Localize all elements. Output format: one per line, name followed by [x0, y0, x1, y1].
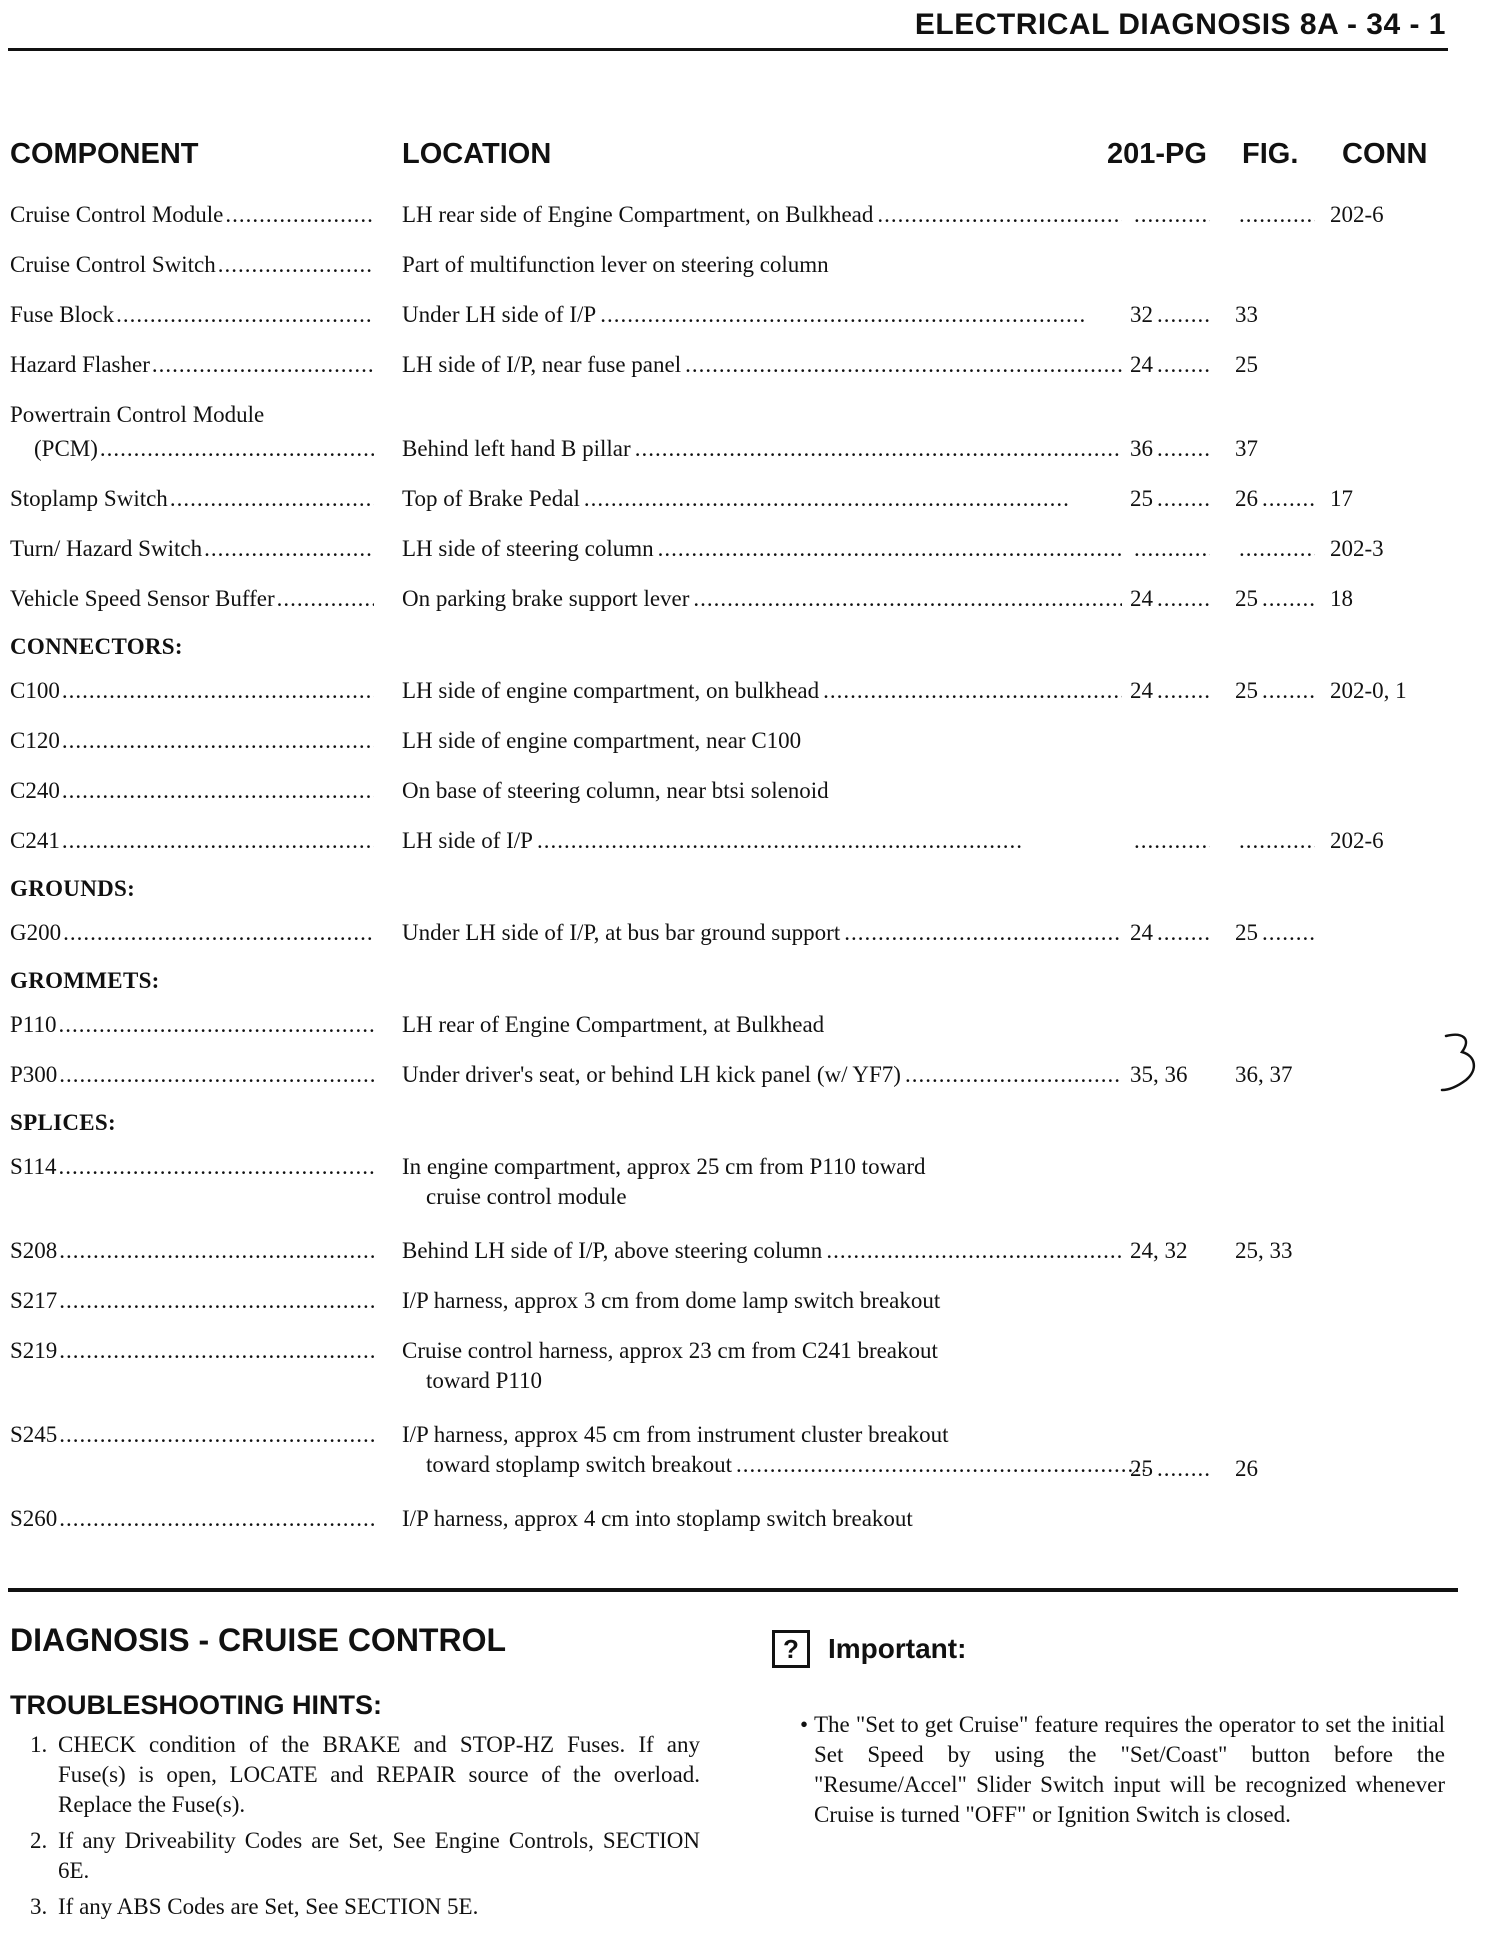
location-cell: [402, 678, 1122, 704]
table-row: [10, 1002, 1470, 1052]
dot-leader: [1239, 536, 1315, 562]
column-fig: FIG.: [1242, 138, 1299, 170]
component-name: C100: [10, 678, 60, 703]
dot-leader: [584, 486, 1122, 512]
table-row: [10, 818, 1470, 868]
fig-value: 37: [1235, 436, 1258, 461]
fig-value: 25: [1235, 352, 1258, 377]
table-row: [10, 668, 1470, 718]
table-row: [10, 242, 1470, 292]
table-row: [10, 910, 1470, 960]
section-label: GROMMETS:: [10, 968, 160, 993]
dot-leader: [635, 436, 1122, 462]
pg-value: 24, 32: [1130, 1238, 1188, 1263]
location-text: Top of Brake Pedal: [402, 486, 580, 511]
location-line1: [402, 1422, 1122, 1448]
dot-leader: [170, 486, 374, 512]
location-text: toward P110: [426, 1368, 543, 1393]
hint-text: CHECK condition of the BRAKE and STOP-HZ Fuses. If any Fuse(s) is open, LOCATE and REPAIR source of the overload. Replace the Fuse(s).: [58, 1732, 700, 1817]
pg-value: 24: [1130, 352, 1153, 377]
location-line: [402, 678, 1122, 704]
important-label: Important:: [828, 1633, 967, 1664]
location-cell: [402, 586, 1122, 612]
component-cell: [10, 1238, 378, 1264]
table-row: [10, 392, 1470, 476]
location-line: [402, 778, 1122, 804]
pg-cell: [1130, 586, 1210, 612]
component-cell: [10, 1422, 378, 1448]
pg-cell: [1130, 352, 1210, 378]
location-cell: [402, 1288, 1122, 1314]
location-text: toward stoplamp switch breakout: [426, 1452, 732, 1477]
column-conn: CONN: [1342, 138, 1428, 170]
pg-value: 35, 36: [1130, 1062, 1188, 1087]
dot-leader: [62, 778, 374, 804]
important-note: [800, 1710, 1445, 1830]
component-name: C120: [10, 728, 60, 753]
dot-leader: [537, 828, 1122, 854]
dot-leader: [62, 728, 374, 754]
location-line: [402, 1012, 1122, 1038]
table-row: [10, 526, 1470, 576]
location-line: [402, 536, 1122, 562]
location-line: [402, 302, 1122, 328]
component-name: C240: [10, 778, 60, 803]
fig-value: 26: [1235, 486, 1258, 511]
location-cell: [402, 1506, 1122, 1532]
location-text: LH side of engine compartment, on bulkhead: [402, 678, 820, 703]
table-row: [10, 576, 1470, 626]
dot-leader: [1157, 586, 1210, 612]
section-label: SPLICES:: [10, 1110, 116, 1135]
pg-value: 24: [1130, 586, 1153, 611]
dot-leader: [204, 536, 374, 562]
section-row: [10, 868, 1470, 910]
location-cell: [402, 828, 1122, 854]
location-text: cruise control module: [426, 1184, 627, 1209]
location-text: In engine compartment, approx 25 cm from P110 toward: [402, 1154, 926, 1179]
component-name: S260: [10, 1506, 58, 1531]
dot-leader: [1239, 828, 1315, 854]
table-row: [10, 1144, 1470, 1228]
component-cell: [10, 1154, 378, 1180]
component-cell: [10, 728, 378, 754]
location-cell: [402, 536, 1122, 562]
dot-leader: [693, 586, 1122, 612]
dot-leader: [1157, 1456, 1210, 1482]
component-name: S219: [10, 1338, 58, 1363]
location-text: Under LH side of I/P, at bus bar ground support: [402, 920, 841, 945]
location-text: Under driver's seat, or behind LH kick panel (w/ YF7): [402, 1062, 901, 1087]
hint-item: [30, 1730, 700, 1820]
dot-leader: [877, 202, 1122, 228]
dot-leader: [1157, 486, 1210, 512]
fig-cell: [1235, 678, 1315, 704]
dot-leader: [1157, 920, 1210, 946]
table-row: [10, 1052, 1470, 1102]
fig-value: 25: [1235, 678, 1258, 703]
location-line1: [402, 1154, 1122, 1180]
conn-value: 18: [1330, 586, 1353, 611]
component-name: Powertrain Control Module: [10, 402, 265, 427]
table-row: [10, 476, 1470, 526]
dot-leader: [1157, 352, 1210, 378]
component-cell: [10, 828, 378, 854]
location-cell: [402, 1338, 1122, 1398]
section-label: GROUNDS:: [10, 876, 136, 901]
component-name: S217: [10, 1288, 58, 1313]
important-text: The "Set to get Cruise" feature requires the operator to set the initial Set Speed by using the "Set/Coast" button before the "Resume/Accel" Slider Switch input will be recognized whenever Cruise is turned "OFF" or Ignition Switch is closed.: [814, 1712, 1445, 1827]
component-cell: [10, 1062, 378, 1088]
dot-leader: [59, 1238, 374, 1264]
hint-item: [30, 1892, 700, 1922]
location-text: I/P harness, approx 45 cm from instrument cluster breakout: [402, 1422, 949, 1447]
hint-text: If any Driveability Codes are Set, See Engine Controls, SECTION 6E.: [58, 1828, 700, 1883]
dot-leader: [1157, 436, 1210, 462]
component-name-line2: [10, 436, 378, 462]
dot-leader: [1134, 536, 1210, 562]
fig-cell: [1235, 1456, 1258, 1482]
location-line: [402, 1288, 1122, 1314]
location-line: [402, 1062, 1122, 1088]
fig-cell: [1235, 352, 1258, 378]
table-row: [10, 342, 1470, 392]
bullet-icon: •: [800, 1712, 809, 1737]
table-row: [10, 192, 1470, 242]
location-cell: [402, 352, 1122, 378]
dot-leader: [59, 1062, 374, 1088]
dot-leader: [736, 1448, 1146, 1482]
section-label: CONNECTORS:: [10, 634, 183, 659]
fig-cell: [1235, 202, 1315, 228]
fig-cell: [1235, 436, 1258, 462]
dot-leader: [100, 436, 374, 462]
component-cell: [10, 586, 378, 612]
dot-leader: [59, 1422, 374, 1448]
dot-leader: [152, 352, 374, 378]
pg-cell: [1130, 1238, 1210, 1264]
location-cell: [402, 1062, 1122, 1088]
component-cell: [10, 1012, 378, 1038]
hint-number: 1.: [30, 1732, 48, 1757]
location-line2: [402, 1448, 1146, 1482]
pg-cell: [1130, 486, 1210, 512]
location-cell: [402, 1154, 1122, 1214]
pg-cell: [1130, 202, 1210, 228]
location-cell: [402, 436, 1122, 462]
location-line: [402, 352, 1122, 378]
hint-number: 3.: [30, 1894, 48, 1919]
location-cell: [402, 728, 1122, 754]
dot-leader: [685, 352, 1122, 378]
location-line: [402, 828, 1122, 854]
pg-value: 24: [1130, 920, 1153, 945]
important-heading: [772, 1630, 966, 1668]
component-name: (PCM): [34, 436, 98, 461]
dot-leader: [1157, 678, 1210, 704]
location-text: LH side of steering column: [402, 536, 654, 561]
pg-cell: [1130, 1062, 1210, 1088]
fig-value: 25: [1235, 586, 1258, 611]
location-cell: [402, 252, 1122, 278]
dot-leader: [62, 678, 374, 704]
component-cell: [10, 536, 378, 562]
section-row: [10, 960, 1470, 1002]
location-line: [402, 252, 1122, 278]
table-row: [10, 1278, 1470, 1328]
component-name: Hazard Flasher: [10, 352, 150, 377]
location-cell: [402, 1012, 1122, 1038]
header-rule: [8, 48, 1448, 51]
dot-leader: [62, 828, 374, 854]
location-cell: [402, 1238, 1122, 1264]
dot-leader: [1262, 678, 1315, 704]
dot-leader: [1239, 202, 1315, 228]
location-text: Behind left hand B pillar: [402, 436, 631, 461]
pg-cell: [1130, 1456, 1210, 1482]
dot-leader: [1134, 202, 1210, 228]
fig-cell: [1235, 920, 1315, 946]
location-text: Behind LH side of I/P, above steering column: [402, 1238, 823, 1263]
pg-cell: [1130, 536, 1210, 562]
component-name-line1: [10, 402, 378, 428]
dot-leader: [58, 1154, 374, 1180]
component-cell: [10, 1288, 378, 1314]
dot-leader: [225, 202, 374, 228]
dot-leader: [277, 586, 374, 612]
table-row: [10, 1496, 1470, 1546]
pg-value: 24: [1130, 678, 1153, 703]
conn-value: 202-6: [1330, 828, 1384, 853]
dot-leader: [1262, 586, 1315, 612]
dot-leader: [823, 678, 1122, 704]
important-icon: ?: [772, 1630, 810, 1668]
component-name: Fuse Block: [10, 302, 115, 327]
dot-leader: [658, 536, 1122, 562]
location-cell: [402, 202, 1122, 228]
location-line: [402, 920, 1122, 946]
location-text: I/P harness, approx 4 cm into stoplamp switch breakout: [402, 1506, 913, 1531]
location-text: Under LH side of I/P: [402, 302, 597, 327]
component-cell: [10, 202, 378, 228]
hint-text: If any ABS Codes are Set, See SECTION 5E.: [58, 1894, 479, 1919]
location-text: LH side of I/P: [402, 828, 533, 853]
component-name: G200: [10, 920, 62, 945]
column-component: COMPONENT: [10, 138, 199, 170]
fig-value: 33: [1235, 302, 1258, 327]
pg-cell: [1130, 678, 1210, 704]
dot-leader: [1157, 302, 1210, 328]
table-row: [10, 1412, 1470, 1496]
fig-value: 25, 33: [1235, 1238, 1293, 1263]
table-row: [10, 1228, 1470, 1278]
dot-leader: [600, 302, 1122, 328]
section-row: [10, 626, 1470, 668]
dot-leader: [59, 1288, 374, 1314]
component-name: C241: [10, 828, 60, 853]
dot-leader: [826, 1238, 1122, 1264]
component-cell: [10, 678, 378, 704]
location-text: Part of multifunction lever on steering column: [402, 252, 829, 277]
location-line: [402, 486, 1122, 512]
location-cell: [402, 778, 1122, 804]
fig-value: 36, 37: [1235, 1062, 1293, 1087]
pg-cell: [1130, 302, 1210, 328]
table-row: [10, 768, 1470, 818]
component-name: Cruise Control Switch: [10, 252, 216, 277]
component-name: Stoplamp Switch: [10, 486, 168, 511]
dot-leader: [58, 1012, 374, 1038]
dot-leader: [218, 252, 374, 278]
pg-value: 25: [1130, 1456, 1153, 1481]
page-header-title: ELECTRICAL DIAGNOSIS 8A - 34 - 1: [914, 8, 1446, 41]
component-cell: [10, 302, 378, 328]
column-201-pg: 201-PG: [1107, 138, 1207, 170]
table-row: [10, 292, 1470, 342]
location-text: LH rear of Engine Compartment, at Bulkhead: [402, 1012, 825, 1037]
component-name: P110: [10, 1012, 57, 1037]
location-text: LH side of I/P, near fuse panel: [402, 352, 682, 377]
component-name: Cruise Control Module: [10, 202, 224, 227]
component-name: Vehicle Speed Sensor Buffer: [10, 586, 275, 611]
troubleshooting-hints-list: [30, 1730, 700, 1928]
component-cell: [10, 352, 378, 378]
component-cell: [10, 778, 378, 804]
handwritten-mark-icon: [1440, 1030, 1484, 1102]
location-text: On base of steering column, near btsi solenoid: [402, 778, 829, 803]
component-cell: [10, 486, 378, 512]
component-cell: [10, 252, 378, 278]
location-cell: [402, 486, 1122, 512]
dot-leader: [63, 920, 374, 946]
fig-cell: [1235, 828, 1315, 854]
pg-cell: [1130, 920, 1210, 946]
fig-cell: [1235, 486, 1315, 512]
location-line1: [402, 1338, 1122, 1364]
dot-leader: [1262, 486, 1315, 512]
component-cell: [10, 1338, 378, 1364]
location-line: [402, 436, 1122, 462]
conn-value: 17: [1330, 486, 1353, 511]
dot-leader: [116, 302, 374, 328]
location-line2: [402, 1364, 1146, 1398]
location-cell: [402, 1422, 1122, 1482]
hint-number: 2.: [30, 1828, 48, 1853]
location-line: [402, 586, 1122, 612]
fig-cell: [1235, 586, 1315, 612]
location-text: Cruise control harness, approx 23 cm from C241 breakout: [402, 1338, 938, 1363]
dot-leader: [1134, 828, 1210, 854]
dot-leader: [905, 1062, 1122, 1088]
component-cell: [10, 920, 378, 946]
fig-cell: [1235, 536, 1315, 562]
pg-value: 36: [1130, 436, 1153, 461]
location-text: LH side of engine compartment, near C100: [402, 728, 802, 753]
dot-leader: [59, 1506, 374, 1532]
fig-cell: [1235, 302, 1258, 328]
component-name: S114: [10, 1154, 57, 1179]
location-cell: [402, 302, 1122, 328]
conn-value: 202-6: [1330, 202, 1384, 227]
section-rule: [8, 1588, 1458, 1592]
fig-cell: [1235, 1062, 1293, 1088]
conn-value: 202-3: [1330, 536, 1384, 561]
component-name: S245: [10, 1422, 58, 1447]
component-name: P300: [10, 1062, 58, 1087]
pg-cell: [1130, 828, 1210, 854]
dot-leader: [844, 920, 1122, 946]
location-line: [402, 1506, 1122, 1532]
troubleshooting-hints-title: TROUBLESHOOTING HINTS:: [10, 1690, 382, 1720]
conn-value: 202-0, 1: [1330, 678, 1407, 703]
component-name: S208: [10, 1238, 58, 1263]
column-location: LOCATION: [402, 138, 552, 170]
location-text: LH rear side of Engine Compartment, on Bulkhead: [402, 202, 874, 227]
fig-value: 25: [1235, 920, 1258, 945]
location-cell: [402, 920, 1122, 946]
fig-value: 26: [1235, 1456, 1258, 1481]
table-row: [10, 1328, 1470, 1412]
location-text: I/P harness, approx 3 cm from dome lamp switch breakout: [402, 1288, 941, 1313]
table-row: [10, 718, 1470, 768]
dot-leader: [1262, 920, 1315, 946]
diagnosis-title: DIAGNOSIS - CRUISE CONTROL: [10, 1622, 507, 1658]
component-cell: [10, 1506, 378, 1532]
location-line: [402, 202, 1122, 228]
pg-value: 25: [1130, 486, 1153, 511]
pg-cell: [1130, 436, 1210, 462]
dot-leader: [59, 1338, 374, 1364]
location-line: [402, 1238, 1122, 1264]
component-location-table: [10, 192, 1470, 1546]
fig-cell: [1235, 1238, 1293, 1264]
hint-item: [30, 1826, 700, 1886]
column-headers: [10, 138, 1470, 178]
location-line: [402, 728, 1122, 754]
section-row: [10, 1102, 1470, 1144]
location-line2: [402, 1180, 1146, 1214]
pg-value: 32: [1130, 302, 1153, 327]
location-text: On parking brake support lever: [402, 586, 690, 611]
component-name: Turn/ Hazard Switch: [10, 536, 203, 561]
